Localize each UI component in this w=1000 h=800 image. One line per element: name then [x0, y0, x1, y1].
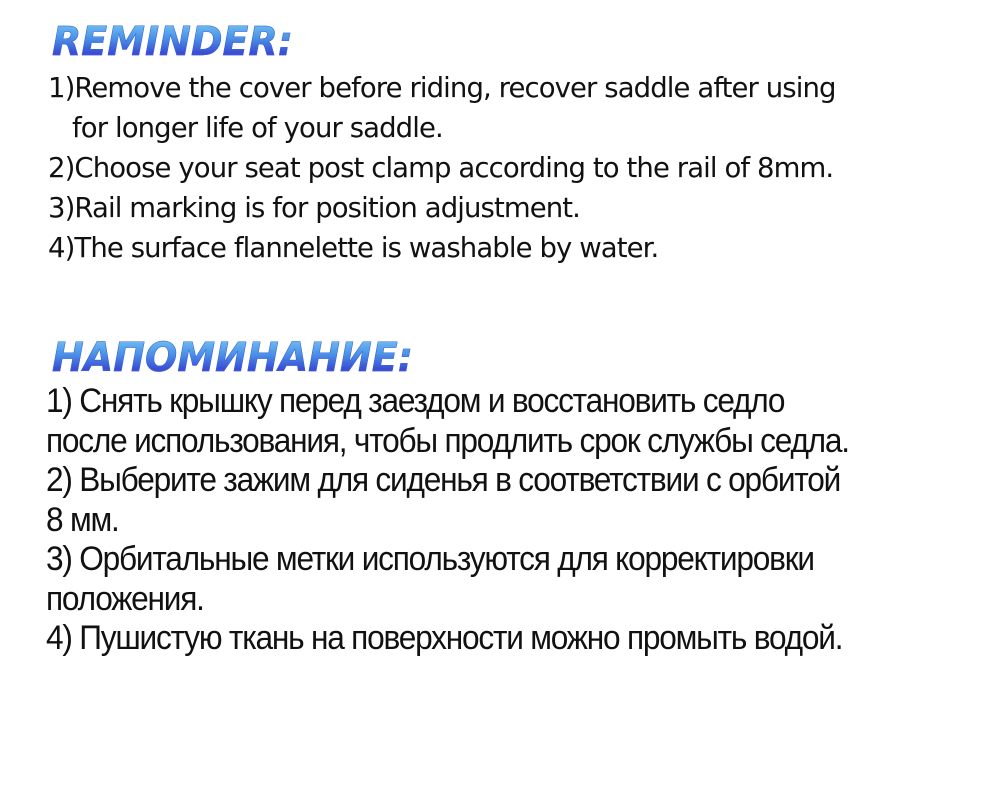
reminder-heading-ru: НАПОМИНАНИЕ: [52, 334, 413, 381]
reminder-item-4-ru: 4) Пушистую ткань на поверхности можно промыть водой. [46, 619, 843, 657]
reminder-item-3-en: 3)Rail marking is for position adjustment. [48, 192, 581, 224]
reminder-item-4-en: 4)The surface flannelette is washable by water. [48, 232, 659, 264]
reminder-list-en [48, 68, 978, 268]
reminder-item-2-continuation-ru: 8 мм. [46, 500, 119, 539]
reminder-item-1-continuation-ru: после использования, чтобы продлить срок службы седла. [46, 421, 849, 460]
reminder-item-1-ru: 1) Снять крышку перед заездом и восстановить седло [46, 382, 785, 420]
reminder-item-3-ru: 3) Орбитальные метки используются для корректировки [46, 540, 814, 578]
reminder-item-3-continuation-ru: положения. [46, 579, 204, 618]
reminder-item-1-en: 1)Remove the cover before riding, recover saddle after using [48, 72, 836, 104]
reminder-item-1-continuation-en: for longer life of your saddle. [72, 112, 443, 144]
reminder-heading-en: REMINDER: [52, 18, 293, 65]
reminder-list-ru [46, 382, 920, 659]
reminder-item-2-ru: 2) Выберите зажим для сиденья в соответствии с орбитой [46, 461, 841, 499]
reminder-item-2-en: 2)Choose your seat post clamp according to the rail of 8mm. [48, 152, 834, 184]
